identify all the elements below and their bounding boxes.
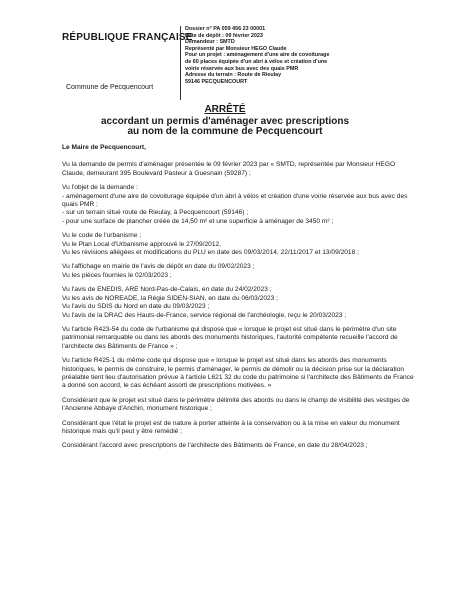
avis-sdis: Vu l'avis du SDIS du Nord en date du 09/03/2023 ; (62, 303, 210, 311)
maire-line: Le Maire de Pecquencourt, (62, 144, 146, 151)
vu-affichage-block (62, 263, 414, 280)
dossier-info-block (180, 26, 443, 100)
arrete-subtitle-1: accordant un permis d'aménager avec prescriptions (100, 116, 350, 127)
objet-line-1: - aménagement d'une aire de covoiturage équipée d'un abri à vélos et création d'une voirie réservée aux bus avec des quais PMR ; (62, 192, 408, 209)
dossier-applicant: Demandeur : SMTD (185, 39, 235, 46)
objet-line-3: - pour une surface de plancher créée de 14,50 m² et une superficie à aménager de 3450 m² ; (62, 217, 334, 225)
arrete-subtitle-2: au nom de la commune de Pecquencourt (127, 126, 323, 137)
vu-objet-block (62, 184, 414, 226)
dossier-deposit-date: Date de dépôt : 09 février 2023 (185, 32, 263, 39)
vu-affichage: Vu l'affichage en mairie de l'avis de dépôt en date du 09/02/2023 ; (62, 263, 255, 271)
vu-article-r423-54: Vu l'article R423-54 du code de l'urbanisme qui dispose que « lorsque le projet est situé dans le périmètre d'un site patrimonial remarquable ou dans les abords des monuments historiques, l'autorité compétente recueille l'accord de l'architecte des Bâtiments de France » ; (62, 325, 398, 350)
avis-drac: Vu l'avis de la DRAC des Hauts-de-France, service régional de l'archéologie, reçu le 20/03/2023 ; (62, 311, 347, 319)
dossier-number: Dossier n° PA 059 456 23 00001 (185, 26, 266, 32)
objet-line-2: - sur un terrain situé route de Rieulay, à Pecquencourt (59146) ; (62, 209, 249, 217)
arrete-title: ARRÊTÉ (204, 104, 246, 115)
commune-label: Commune de Pecquencourt (66, 84, 154, 91)
vu-plu: Vu le Plan Local d'Urbanisme approuvé le 27/09/2012, (62, 240, 222, 248)
vu-avis-block (62, 286, 414, 320)
vu-objet-heading: Vu l'objet de la demande : (62, 184, 138, 192)
avis-enedis: Vu l'avis de ENEDIS, ARE Nord-Pas-de-Calais, en date du 24/02/2023 ; (62, 286, 272, 294)
vu-article-r425-1: Vu l'article R425-1 du même code qui dispose que « lorsque le projet est situé dans les abords des monuments historiques, le permis de construire, le permis d'aménager, le permis de démolir ou la décision prise sur la déclaration préalable tient lieu d'autorisation prévue à l'article L621 32 du code du patrimoine si l'architecte des Bâtiments de France a donné son accord, le cas échéant assorti de prescriptions motivées. » (62, 357, 414, 390)
dossier-address: Adresse du terrain : Route de Rieulay (185, 72, 282, 79)
dossier-project-line-1: Pour un projet : aménagement d'une aire de covoiturage (185, 52, 330, 59)
document-body (62, 144, 414, 457)
republique-heading: RÉPUBLIQUE FRANÇAISE (62, 32, 193, 43)
considerant-perimetre: Considérant que le projet est situé dans le périmètre délimité des abords ou dans le champ de visibilité des vestiges de l'Ancienne Abbaye d'Anchin, monument historique ; (62, 396, 410, 413)
vu-pieces: Vu les pièces fournies le 02/03/2023 ; (62, 271, 172, 279)
dossier-project-line-2: de 60 places équipée d'un abri à vélos et création d'une (185, 58, 328, 65)
vu-code-block (62, 232, 414, 257)
considerant-atteinte: Considérant que l'état le projet est de nature à porter atteinte à la conservation ou à la mise en valeur du monument historique mais qu'il peut y être remédié ; (62, 419, 400, 435)
considerant-accord: Considérant l'accord avec prescriptions de l'architecte des Bâtiments de France, en date du 28/04/2023 ; (62, 442, 368, 450)
vu-demande: Vu la demande de permis d'aménager présentée le 09 février 2023 par « SMTD, représentée par Monsieur HEGO Claude, demeurant 395 Boulevard Pasteur à Guesnain (59287) ; (62, 161, 396, 177)
dossier-city: 59146 PECQUENCOURT (185, 78, 248, 85)
avis-noreade: Vu les avis de NOREADE, la Régie SIDEN-SIAN, en date du 06/03/2023 ; (62, 294, 278, 302)
vu-revisions: Vu les révisions allégées et modifications du PLU en date des 09/03/2014, 22/11/2017 et 13/09/2018 ; (62, 249, 359, 257)
dossier-project-line-3: voirie réservée aux bus avec des quais PMR (185, 65, 299, 72)
dossier-representative: Représenté par Monsieur HEGO Claude (185, 45, 287, 52)
vu-code-urbanisme: Vu le code de l'urbanisme ; (62, 232, 142, 240)
